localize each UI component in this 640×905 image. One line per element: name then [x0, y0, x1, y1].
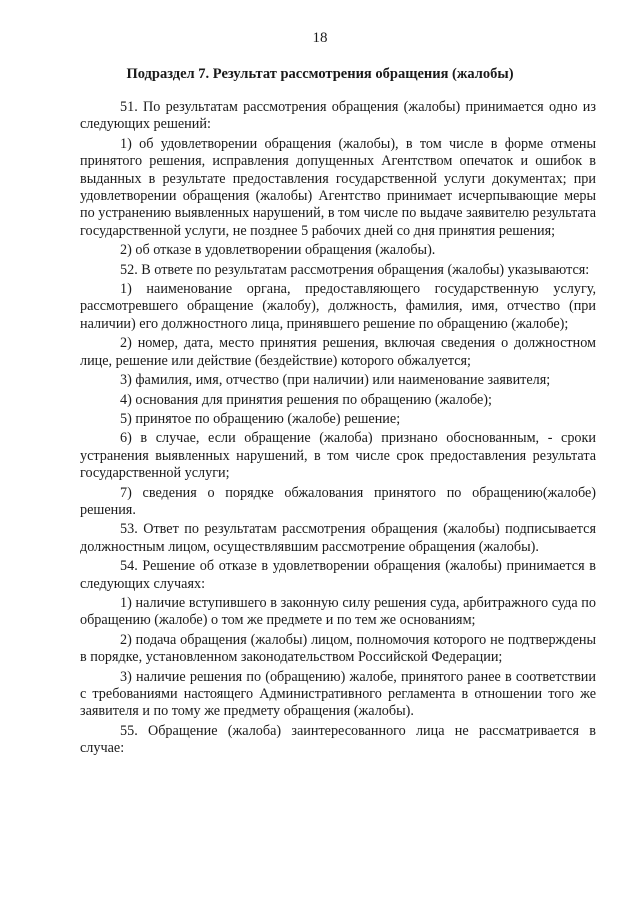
- paragraph-54-item-1: 1) наличие вступившего в законную силу решения суда, арбитражного суда по обращению (жалобе) о том же предмете и по тем же основаниям;: [80, 594, 596, 629]
- paragraph-54-item-3: 3) наличие решения по (обращению) жалобе, принятого ранее в соответствии с требованиями настоящего Административного регламента в отношении того же заявителя и по тому же предмету обращения (жалобы).: [80, 668, 596, 720]
- paragraph-52-item-3: 3) фамилия, имя, отчество (при наличии) или наименование заявителя;: [120, 372, 551, 389]
- paragraph-53: 53. Ответ по результатам рассмотрения обращения (жалобы) подписывается должностным лицом, осуществлявшим рассмотрение обращения (жалобы).: [80, 521, 596, 555]
- paragraph-52-item-4: 4) основания для принятия решения по обращению (жалобе);: [120, 391, 492, 408]
- paragraph-52-item-2: 2) номер, дата, место принятия решения, включая сведения о должностном лице, решение или действие (бездействие) которого обжалуется;: [80, 335, 596, 369]
- paragraph-52-item-7: 7) сведения о порядке обжалования принятого по обращению(жалобе) решения.: [80, 484, 596, 518]
- document-body: [80, 99, 596, 760]
- paragraph-52-item-1: 1) наименование органа, предоставляющего государственную услугу, рассмотревшего обращение (жалобу), должность, фамилия, имя, отчество (при наличии) его должностного лица, принявшего решение по обращению (жалобе);: [80, 281, 596, 332]
- page-number: 18: [312, 30, 328, 46]
- paragraph-51-item-1: 1) об удовлетворении обращения (жалобы), в том числе в форме отмены принятого решения, исправления допущенных Агентством опечаток и ошибок в выданных в результате предоставления государственной услуги документах; при удовлетворении обращения (жалобы) Агентство принимает исчерпывающие меры по устранению выявленных нарушений, в том числе по выдаче заявителю результата государственной услуги, не позднее 5 рабочих дней со дня принятия решения;: [80, 135, 596, 239]
- paragraph-51-item-2: 2) об отказе в удовлетворении обращения (жалобы).: [120, 242, 436, 259]
- paragraph-51: 51. По результатам рассмотрения обращения (жалобы) принимается одно из следующих решений:: [80, 99, 596, 133]
- paragraph-52-item-5: 5) принятое по обращению (жалобе) решение;: [120, 410, 401, 427]
- paragraph-54-item-2: 2) подача обращения (жалобы) лицом, полномочия которого не подтверждены в порядке, установленном законодательством Российской Федерации;: [80, 631, 596, 666]
- paragraph-54: 54. Решение об отказе в удовлетворении обращения (жалобы) принимается в следующих случаях:: [80, 558, 596, 592]
- section-heading: Подраздел 7. Результат рассмотрения обращения (жалобы): [126, 66, 514, 82]
- paragraph-52: 52. В ответе по результатам рассмотрения обращения (жалобы) указываются:: [120, 261, 590, 278]
- paragraph-55: 55. Обращение (жалоба) заинтересованного лица не рассматривается в случае:: [80, 722, 596, 757]
- paragraph-52-item-6: 6) в случае, если обращение (жалоба) признано обоснованным, - сроки устранения выявленных нарушений, в том числе срок предоставления результата государственной услуги;: [80, 430, 596, 482]
